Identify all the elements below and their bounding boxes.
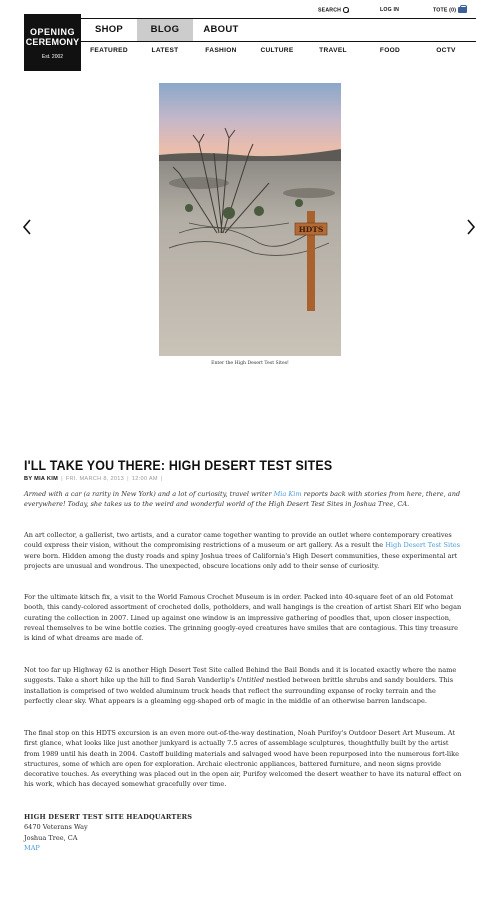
logo-established: Est. 2002 xyxy=(41,54,64,60)
article-title: I'LL TAKE YOU THERE: HIGH DESERT TEST SITES xyxy=(24,458,333,473)
nav-about[interactable]: ABOUT xyxy=(203,24,239,35)
intro-text: reports back with stories from here, there, and everywhere! Today, she takes us to the weird and wonderful world of the High Desert Test Sites in Joshua Tree, CA. xyxy=(24,490,461,509)
post-time: 12:00 AM xyxy=(131,476,158,482)
subnav-culture[interactable]: CULTURE xyxy=(260,47,294,54)
address-block xyxy=(24,812,192,853)
author-name[interactable]: BY MIA KIM xyxy=(24,476,59,482)
hdts-link[interactable]: High Desert Test Sites xyxy=(385,541,460,550)
byline xyxy=(24,476,166,482)
subnav-latest[interactable]: LATEST xyxy=(151,47,179,54)
paragraph-text: Not too far up Highway 62 is another High Desert Test Site called Behind the Bail Bonds and it is located exactly where the name suggests. Take a short hike up the hill to find Sarah Vanderlip's xyxy=(24,666,457,685)
intro-text: Armed with a car (a rarity in New York) and a lot of curiosity, travel writer xyxy=(24,490,274,498)
subnav-octv[interactable]: OCTV xyxy=(436,47,456,54)
login-label: LOG IN xyxy=(380,7,400,13)
login-link[interactable] xyxy=(380,7,399,13)
chevron-right-icon xyxy=(466,219,476,235)
tote-bag-icon xyxy=(458,7,467,13)
paragraph-text: nestled between brittle shrubs and sandy boulders. This installation is comprised of two welded aluminum truck heads that reflect the surrounding expanse of rocky terrain and the perfectly clear sky. What appears is a gleaming egg-shaped orb of magic in the middle of an otherwise barren landscape. xyxy=(24,676,454,705)
paragraph-text: were born. Hidden among the dusty roads and spiny Joshua trees of California's High Desert communities, these experimental art projects are unusual and wondrous. The unexpected, obscure locations only add to their sense of curiosity. xyxy=(24,551,458,570)
search-link[interactable] xyxy=(318,7,349,13)
subnav-featured[interactable]: FEATURED xyxy=(90,47,128,54)
byline-separator: | xyxy=(127,476,129,482)
slideshow-next-button[interactable] xyxy=(466,219,476,235)
subnav-food[interactable]: FOOD xyxy=(379,47,401,54)
paragraph-3 xyxy=(24,665,464,706)
byline-separator: | xyxy=(160,476,163,482)
address-street: 6470 Veterans Way xyxy=(24,823,88,832)
nav-shop[interactable]: SHOP xyxy=(94,24,124,35)
sign-text: HDTS xyxy=(298,225,324,234)
logo-line-1: OPENING xyxy=(29,27,75,37)
byline-separator: | xyxy=(61,476,63,482)
tote-link[interactable] xyxy=(433,7,467,13)
address-city: Joshua Tree, CA xyxy=(24,833,78,842)
nav-mid-rule xyxy=(81,41,476,42)
paragraph-2: For the ultimate kitsch fix, a visit to the World Famous Crochet Museum is in order. Packed into 40-square feet of an old Fotomat booth, this candy-colored assortment of crocheted dolls, potholders, and wall hangings is the creation of artist Shari Elf who began curating the collection in 2007. Lined up against one window is an impressive gathering of poodles that, upon closer inspection, reveal themselves to be wine bottle cozies. The grinning googly-eyed creatures have smiles that are contagious. This tiny treasure is kind of what dreams are made of. xyxy=(24,593,462,643)
search-icon xyxy=(343,7,349,13)
author-link[interactable]: Mia Kim xyxy=(273,490,302,498)
logo-line-2: CEREMONY xyxy=(25,37,80,47)
subnav-travel[interactable]: TRAVEL xyxy=(319,47,347,54)
address-name: HIGH DESERT TEST SITE HEADQUARTERS xyxy=(24,813,193,821)
nav-blog[interactable]: BLOG xyxy=(137,19,193,41)
paragraph-text: An art collector, a gallerist, two artists, and a curator came together wanting to provide an outlet where contemporary creatives could express their vision, without the compromising restrictions of a museum or art gallery. As a result the xyxy=(24,531,452,550)
slideshow-prev-button[interactable] xyxy=(22,219,32,235)
artwork-title: Untitled xyxy=(236,676,265,685)
search-label: SEARCH xyxy=(318,7,342,14)
site-logo[interactable] xyxy=(24,14,81,71)
tote-label: TOTE (0) xyxy=(433,7,457,14)
chevron-left-icon xyxy=(22,219,32,235)
map-link[interactable]: MAP xyxy=(24,843,40,852)
slideshow-photo xyxy=(159,83,341,356)
paragraph-4: The final stop on this HDTS excursion is an even more out-of-the-way destination, Noah Purifoy's Outdoor Desert Art Museum. At first glance, what looks like just another junkyard is actually 7.5 acres of assemblage sculptures, thoughtfully built by the artist from 1989 until his death in 2004. Castoff building materials and salvaged wood have been repurposed into the numerous fort-like structures, some of which are open for exploration. Archaic electronic appliances, battered furniture, and neon signs provide decorative touches. As everything was placed out in the open air, Purifoy welcomed the desert weather to have its natural effect on his work, which has decayed somewhat gracefully over time. xyxy=(24,729,462,789)
article-intro xyxy=(24,489,464,510)
paragraph-1 xyxy=(24,530,464,571)
photo-caption: Enter the High Desert Test Sites! xyxy=(211,361,289,366)
post-date: FRI. MARCH 8, 2013 xyxy=(65,476,125,482)
subnav-fashion[interactable]: FASHION xyxy=(205,47,237,54)
main-nav xyxy=(81,19,249,41)
